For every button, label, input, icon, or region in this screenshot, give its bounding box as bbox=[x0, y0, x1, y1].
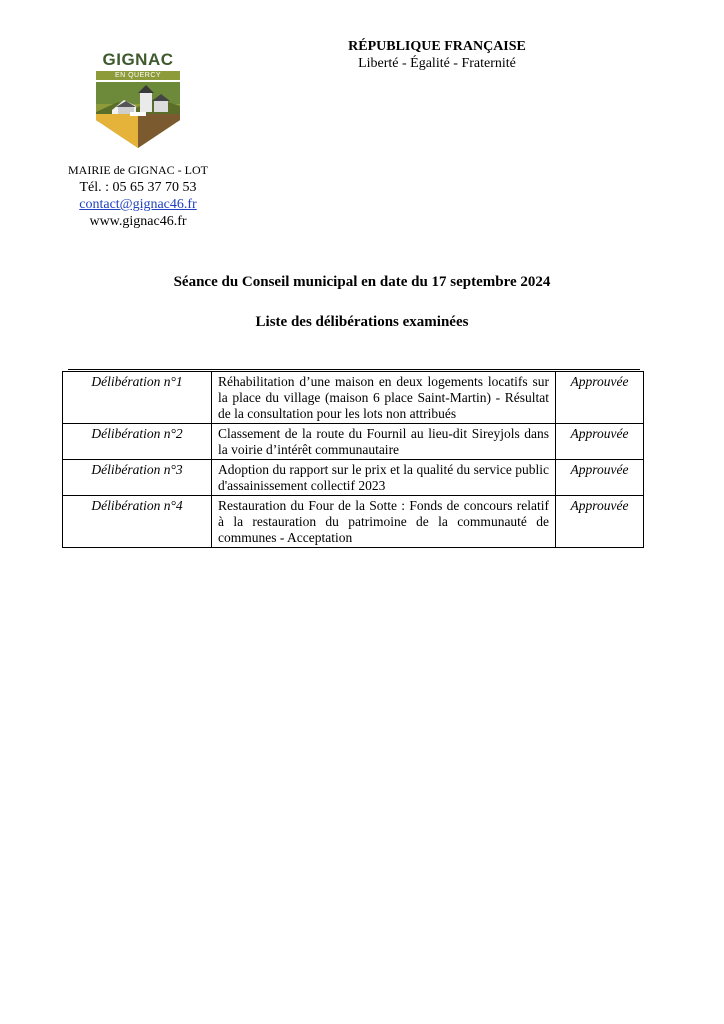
gignac-logo bbox=[82, 38, 194, 156]
deliberation-number: Délibération n°3 bbox=[63, 460, 212, 496]
deliberation-subject: Réhabilitation d’une maison en deux logements locatifs sur la place du village (maison 6 place Saint-Martin) - Résultat de la consultation pour les lots non attribués bbox=[212, 372, 556, 424]
deliberation-number: Délibération n°4 bbox=[63, 496, 212, 548]
deliberation-status: Approuvée bbox=[556, 372, 644, 424]
deliberation-status: Approuvée bbox=[556, 460, 644, 496]
logo-title: GIGNAC bbox=[102, 50, 174, 69]
deliberation-status: Approuvée bbox=[556, 496, 644, 548]
phone-number: Tél. : 05 65 37 70 53 bbox=[79, 180, 197, 195]
table-row bbox=[63, 496, 644, 548]
republic-motto: Liberté - Égalité - Fraternité bbox=[358, 56, 516, 71]
mairie-name: MAIRIE de GIGNAC - LOT bbox=[68, 163, 208, 177]
table-row bbox=[63, 372, 644, 424]
table-row bbox=[63, 424, 644, 460]
deliberation-subject: Adoption du rapport sur le prix et la qualité du service public d'assainissement collectif 2023 bbox=[212, 460, 556, 496]
website-text: www.gignac46.fr bbox=[89, 214, 187, 229]
email-link[interactable]: contact@gignac46.fr bbox=[79, 197, 197, 212]
deliberation-subject: Classement de la route du Fournil au lieu-dit Sireyjols dans la voirie d’intérêt communautaire bbox=[212, 424, 556, 460]
table-top-rule bbox=[68, 369, 640, 370]
republic-title: RÉPUBLIQUE FRANÇAISE bbox=[348, 39, 526, 54]
table-row bbox=[63, 460, 644, 496]
document-title: Séance du Conseil municipal en date du 17 septembre 2024 bbox=[173, 274, 551, 290]
logo-village-emblem-icon bbox=[96, 82, 180, 148]
logo-tagline: EN QUERCY bbox=[96, 71, 180, 80]
republic-header bbox=[316, 38, 558, 72]
deliberation-subject: Restauration du Four de la Sotte : Fonds de concours relatif à la restauration du patrimoine de la communauté de communes - Acceptation bbox=[212, 496, 556, 548]
document-subtitle: Liste des délibérations examinées bbox=[255, 314, 469, 330]
deliberation-number: Délibération n°1 bbox=[63, 372, 212, 424]
deliberations-table bbox=[62, 371, 644, 548]
deliberation-status: Approuvée bbox=[556, 424, 644, 460]
mairie-contact-block bbox=[40, 162, 236, 230]
deliberation-number: Délibération n°2 bbox=[63, 424, 212, 460]
